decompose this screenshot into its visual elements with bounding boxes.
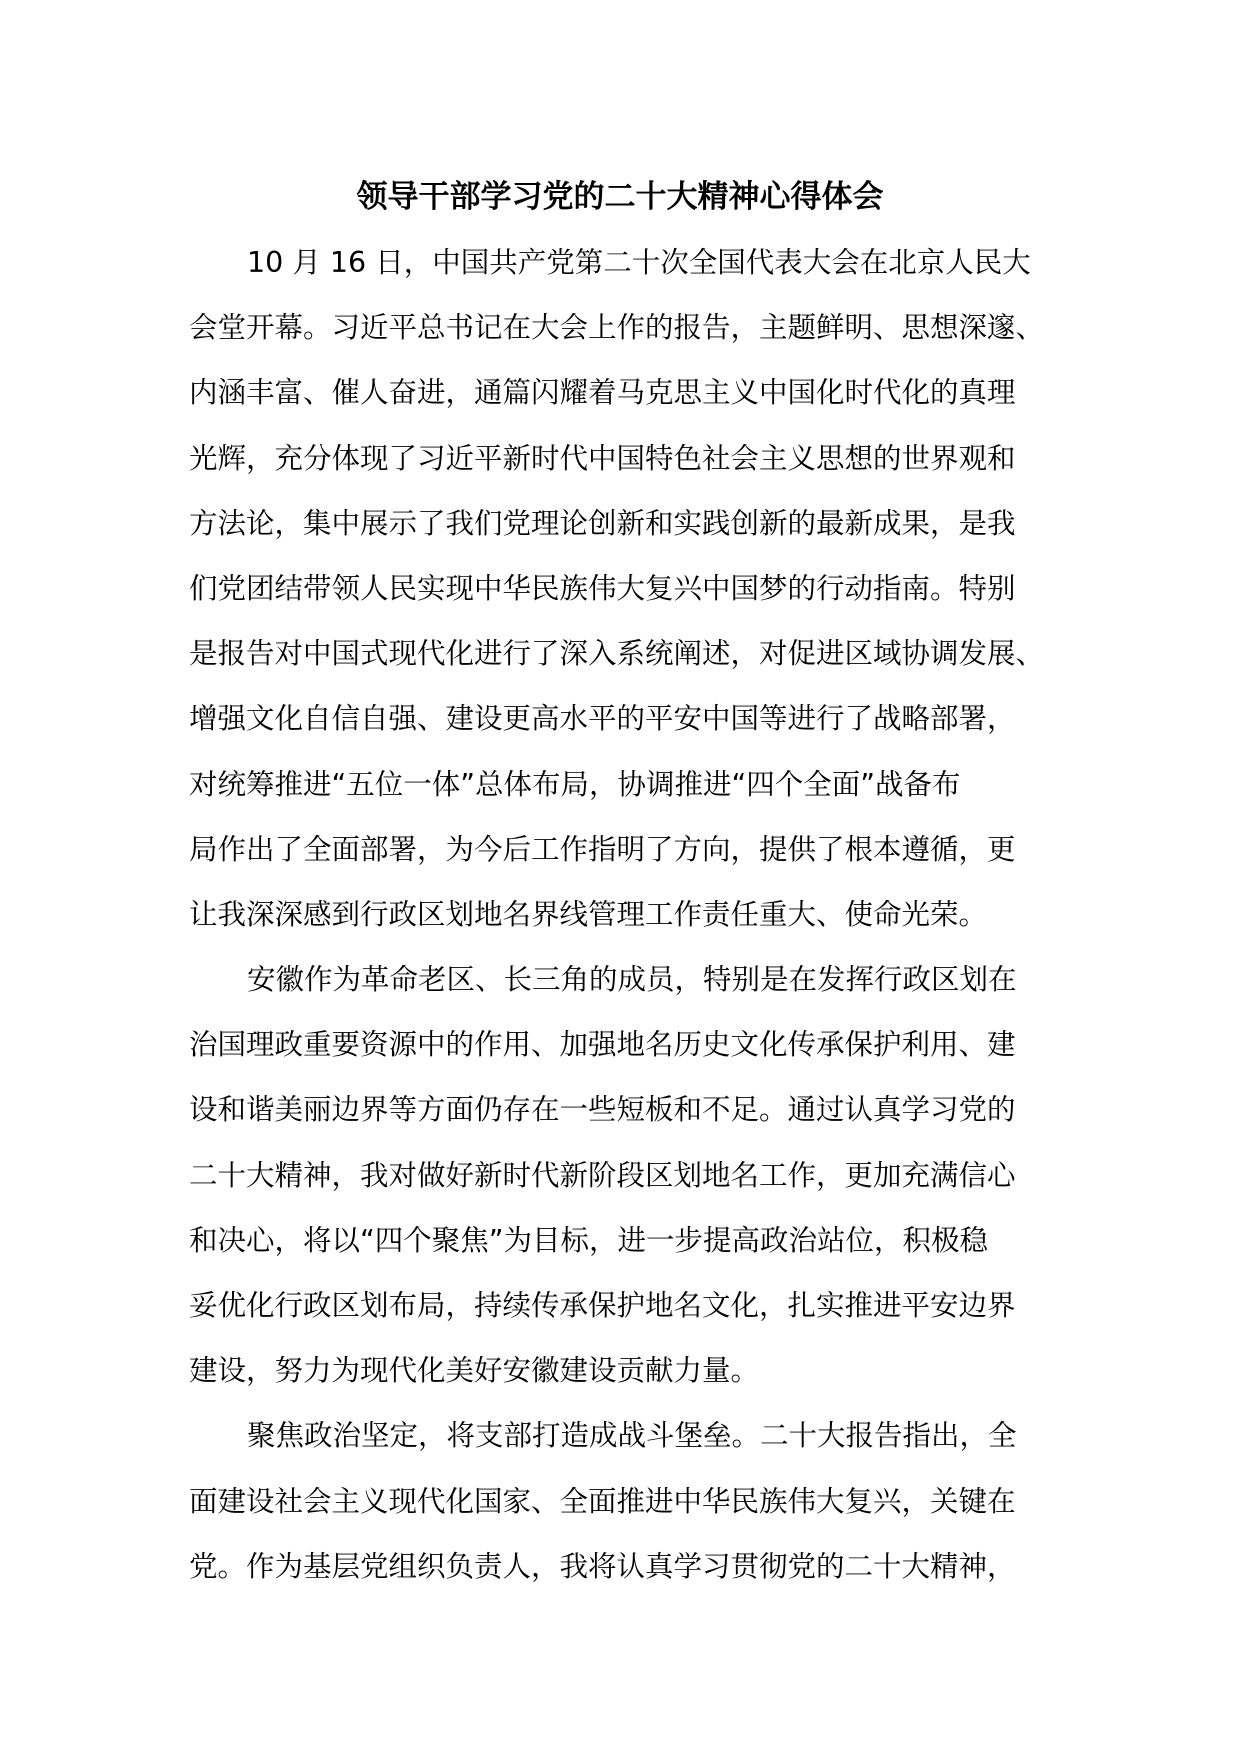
text-line: 聚焦政治坚定，将支部打造成战斗堡垒。二十大报告指出，全 (247, 1419, 1017, 1453)
text-line: 妥优化行政区划布局，持续传承保护地名文化，扎实推进平安边界 (189, 1289, 1016, 1322)
text-line: 设和谐美丽边界等方面仍存在一些短板和不足。通过认真学习党的 (189, 1093, 1016, 1127)
text-line: 内涵丰富、催人奋进，通篇闪耀着马克思主义中国化时代化的真理 (189, 376, 1016, 410)
text-line: 们党团结带领人民实现中华民族伟大复兴中国梦的行动指南。特别 (189, 571, 1016, 605)
text-line: 安徽作为革命老区、长三角的成员，特别是在发挥行政区划在 (247, 963, 1017, 997)
text-line: 方法论，集中展示了我们党理论创新和实践创新的最新成果，是我 (189, 506, 1016, 540)
paragraph (189, 1403, 1089, 1599)
text-line: 会堂开幕。习近平总书记在大会上作的报告，主题鲜明、思想深邃、 (189, 311, 1045, 345)
text-line: 是报告对中国式现代化进行了深入系统阐述，对促进区域协调发展、 (189, 637, 1045, 671)
text-line: 二十大精神，我对做好新时代新阶段区划地名工作，更加充满信心 (189, 1158, 1016, 1192)
text-line: 党。作为基层党组织负责人，我将认真学习贯彻党的二十大精神， (189, 1549, 1016, 1583)
text-line: 让我深深感到行政区划地名界线管理工作责任重大、使命光荣。 (189, 897, 988, 931)
document-title: 领导干部学习党的二十大精神心得体会 (356, 179, 884, 215)
text-line: 增强文化自信自强、建设更高水平的平安中国等进行了战略部署， (189, 702, 1016, 736)
paragraph (189, 230, 1089, 947)
text-line: 建设，努力为现代化美好安徽建设贡献力量。 (189, 1354, 760, 1388)
text-line: 治国理政重要资源中的作用、加强地名历史文化传承保护利用、建 (189, 1028, 1016, 1062)
text-line: 局作出了全面部署，为今后工作指明了方向，提供了根本遵循，更 (189, 832, 1016, 866)
text-line: 光辉，充分体现了习近平新时代中国特色社会主义思想的世界观和 (189, 441, 1016, 475)
text-line: 10 月 16 日，中国共产党第二十次全国代表大会在北京人民大 (247, 246, 1031, 279)
text-line: 对统筹推进“五位一体”总体布局，协调推进“四个全面”战备布 (189, 767, 961, 801)
document-body (189, 230, 1089, 1599)
text-line: 面建设社会主义现代化国家、全面推进中华民族伟大复兴，关键在 (189, 1484, 1016, 1518)
paragraph (189, 947, 1089, 1403)
text-line: 和决心，将以“四个聚焦”为目标，进一步提高政治站位，积极稳 (189, 1223, 989, 1257)
